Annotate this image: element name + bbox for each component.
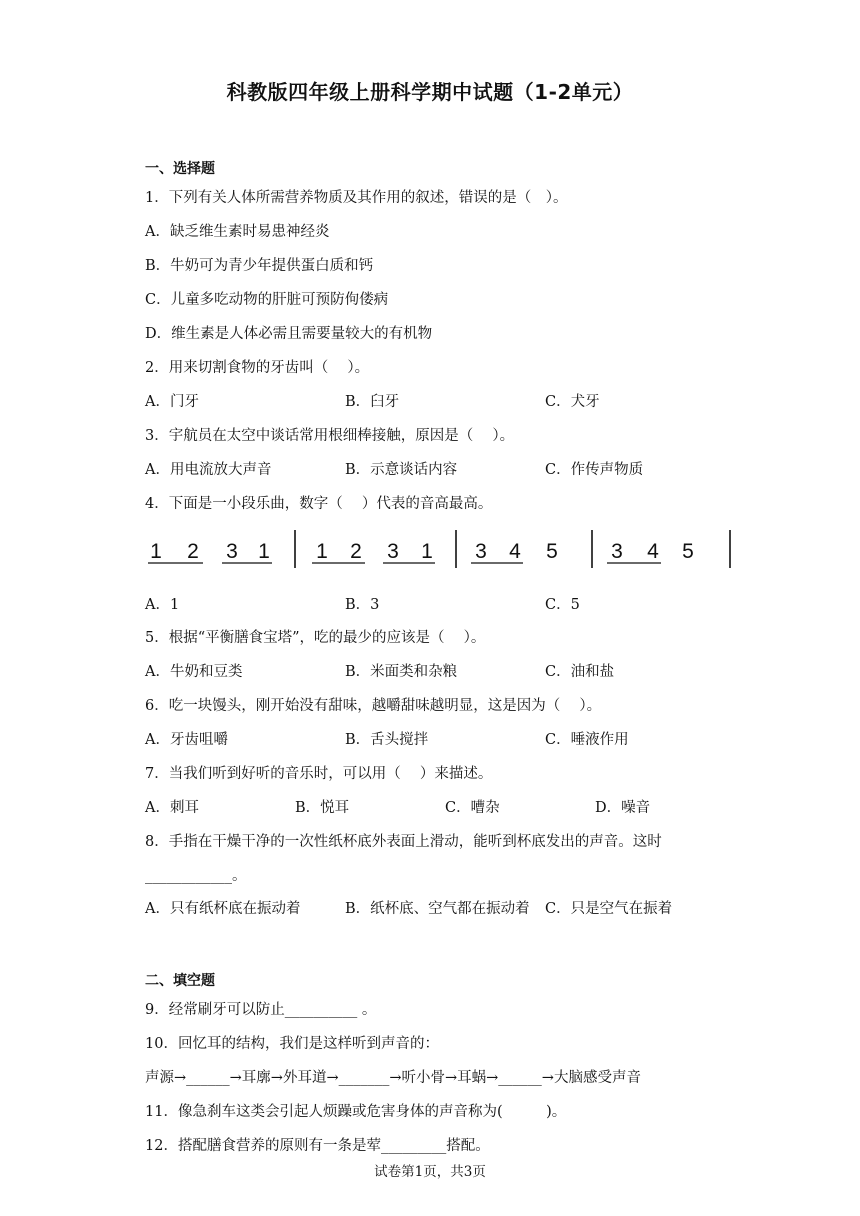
note: 3 <box>475 540 487 563</box>
question-6-option-a: A．牙齿咀嚼 <box>145 732 228 748</box>
question-6-option-c: C．唾液作用 <box>545 732 629 748</box>
note: 3 <box>611 540 623 563</box>
question-2-option-c: C．犬牙 <box>545 394 600 410</box>
question-3-option-a: A．用电流放大声音 <box>145 462 272 478</box>
page-footer: 试卷第1页，共3页 <box>374 1164 486 1180</box>
note: 5 <box>682 540 694 563</box>
question-6-stem: 6．吃一块馒头，刚开始没有甜味，越嚼甜味越明显，这是因为（ ）。 <box>145 698 602 714</box>
page-title: 科教版四年级上册科学期中试题（1-2单元） <box>226 80 634 104</box>
note: 1 <box>316 540 328 563</box>
note: 4 <box>647 540 659 563</box>
question-10-stem: 10．回忆耳的结构，我们是这样听到声音的： <box>145 1036 439 1052</box>
question-1-option-b: B．牛奶可为青少年提供蛋白质和钙 <box>145 258 374 274</box>
note: 1 <box>258 540 270 563</box>
question-8-option-b: B．纸杯底、空气都在振动着 <box>345 901 530 917</box>
question-4-stem: 4．下面是一小段乐曲，数字（ ）代表的音高最高。 <box>145 496 493 512</box>
question-2-option-a: A．门牙 <box>145 394 199 410</box>
question-1-option-d: D．维生素是人体必需且需要量较大的有机物 <box>145 326 433 342</box>
question-7-option-c: C．嘈杂 <box>445 800 500 816</box>
note: 5 <box>546 540 558 563</box>
music-staff-svg <box>145 526 745 572</box>
question-3-option-b: B．示意谈话内容 <box>345 462 458 478</box>
note: 4 <box>509 540 521 563</box>
note: 3 <box>387 540 399 563</box>
question-2-option-b: B．臼牙 <box>345 394 400 410</box>
section-heading-choice: 一、选择题 <box>145 161 215 177</box>
question-1-stem: 1．下列有关人体所需营养物质及其作用的叙述，错误的是（ ）。 <box>145 190 568 206</box>
music-notation <box>145 526 745 572</box>
question-12: 12．搭配膳食营养的原则有一条是荤_________搭配。 <box>145 1138 490 1154</box>
note: 3 <box>226 540 238 563</box>
section-heading-fill: 二、填空题 <box>145 973 215 989</box>
question-6-option-b: B．舌头搅拌 <box>345 732 429 748</box>
question-7-option-d: D．噪音 <box>595 800 651 816</box>
question-8-blank: ____________。 <box>145 868 247 884</box>
note: 2 <box>350 540 362 563</box>
question-4-option-c: C．5 <box>545 597 580 613</box>
question-1-option-c: C．儿童多吃动物的肝脏可预防佝偻病 <box>145 292 389 308</box>
question-5-option-c: C．油和盐 <box>545 664 615 680</box>
question-8-stem: 8．手指在干燥干净的一次性纸杯底外表面上滑动，能听到杯底发出的声音。这时 <box>145 834 662 850</box>
question-8-option-a: A．只有纸杯底在振动着 <box>145 901 301 917</box>
question-4-option-a: A．1 <box>145 597 180 613</box>
note: 1 <box>421 540 433 563</box>
question-8-option-c: C．只是空气在振着 <box>545 901 673 917</box>
question-7-option-b: B．悦耳 <box>295 800 350 816</box>
question-3-option-c: C．作传声物质 <box>545 462 644 478</box>
question-7-stem: 7．当我们听到好听的音乐时，可以用（ ）来描述。 <box>145 766 493 782</box>
question-5-option-b: B．米面类和杂粮 <box>345 664 458 680</box>
question-7-option-a: A．刺耳 <box>145 800 199 816</box>
question-11: 11．像急刹车这类会引起人烦躁或危害身体的声音称为( )。 <box>145 1104 567 1120</box>
question-1-option-a: A．缺乏维生素时易患神经炎 <box>145 224 330 240</box>
question-4-option-b: B．3 <box>345 597 380 613</box>
question-5-stem: 5．根据“平衡膳食宝塔”，吃的最少的应该是（ ）。 <box>145 630 486 646</box>
question-3-stem: 3．宇航员在太空中谈话常用根细棒接触，原因是（ ）。 <box>145 428 515 444</box>
note: 1 <box>150 540 162 563</box>
question-10-line: 声源→______→耳廓→外耳道→_______→听小骨→耳蜗→______→大脑感受声音 <box>145 1070 641 1086</box>
question-5-option-a: A．牛奶和豆类 <box>145 664 243 680</box>
question-2-stem: 2．用来切割食物的牙齿叫（ ）。 <box>145 360 370 376</box>
question-9: 9．经常刷牙可以防止__________ 。 <box>145 1002 377 1018</box>
note: 2 <box>187 540 199 563</box>
